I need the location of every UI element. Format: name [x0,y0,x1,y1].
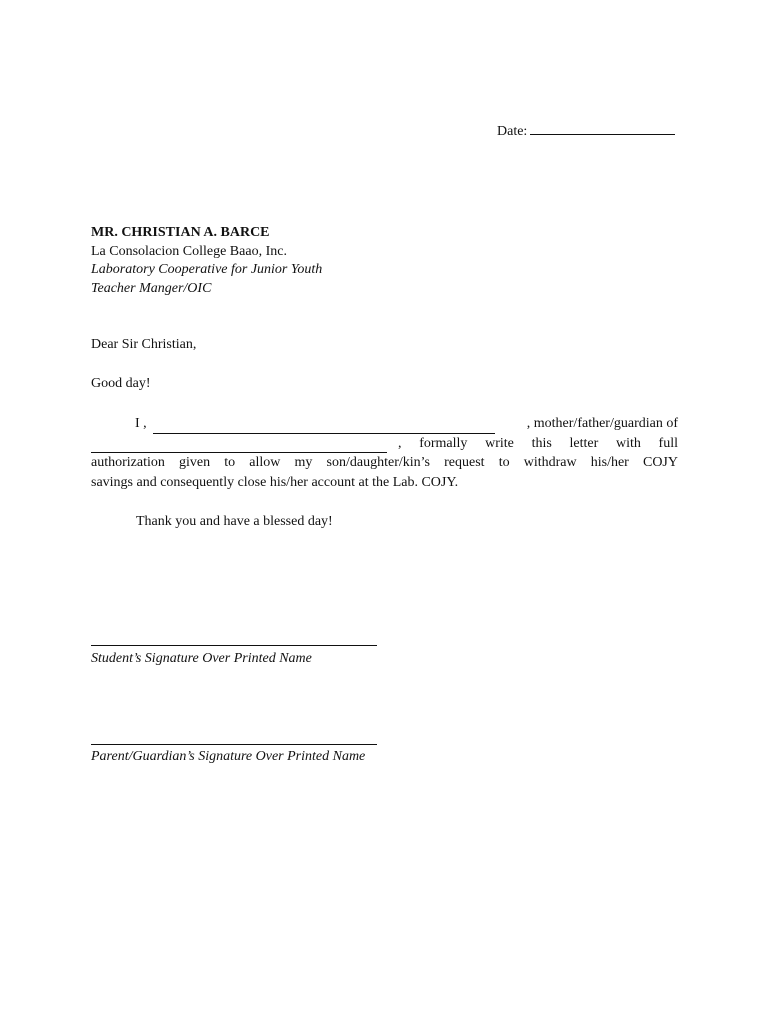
student-name-blank [91,440,387,453]
body-line-2 [91,434,678,454]
body-line-1 [91,414,678,434]
body-line-3 [91,453,678,473]
body-line1-end: , mother/father/guardian of [526,416,678,431]
salutation: Dear Sir Christian, [91,337,197,352]
student-signature-line [91,645,377,646]
date-field [497,121,675,140]
addressee-institution: La Consolacion College Baao, Inc. [91,243,287,259]
body-line1-start: I , [135,416,147,431]
body-line2-end: , formally write this letter with full [398,435,678,451]
body-line4: savings and consequently close his/her account at the Lab. COJY. [91,474,459,490]
student-signature-label: Student’s Signature Over Printed Name [91,651,312,666]
body-line-4 [91,473,678,493]
addressee-name: MR. CHRISTIAN A. BARCE [91,225,270,240]
parent-name-blank [153,421,495,434]
body-line3: authorization given to allow my son/daughter/kin’s request to withdraw his/her COJY [91,455,678,470]
addressee-block [91,224,322,299]
addressee-organization: Laboratory Cooperative for Junior Youth [91,262,323,278]
greeting: Good day! [91,376,151,391]
date-label: Date: [497,124,528,139]
parent-signature-label: Parent/Guardian’s Signature Over Printed Name [91,749,366,764]
date-blank-line [530,121,675,135]
letter-body [91,414,678,492]
addressee-position: Teacher Manger/OIC [91,281,212,297]
parent-signature-line [91,744,377,745]
closing: Thank you and have a blessed day! [136,514,333,529]
